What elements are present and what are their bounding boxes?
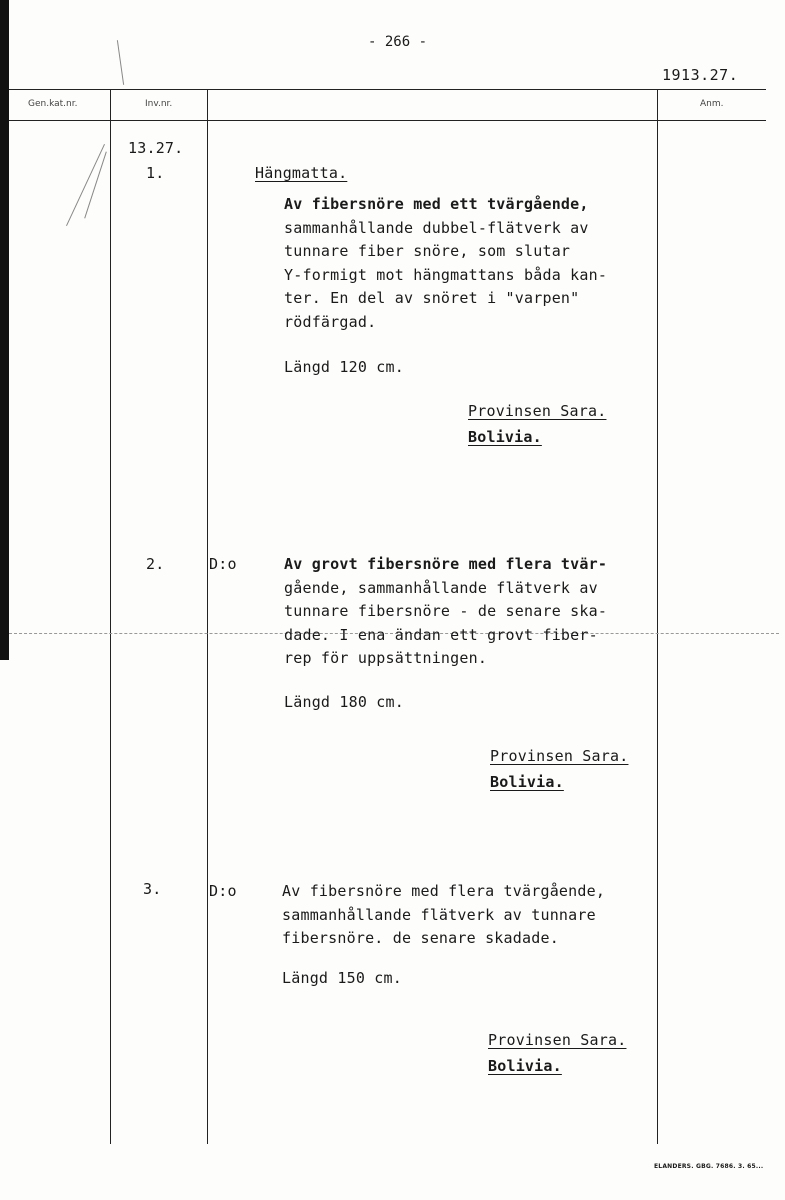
description-line: tunnare fiber snöre, som slutar bbox=[284, 242, 571, 260]
series-number: 13.27. bbox=[128, 139, 184, 157]
entry-ditto: D:o bbox=[209, 555, 237, 573]
entry-number: 2. bbox=[146, 555, 165, 573]
column-line-gen bbox=[110, 89, 111, 1144]
entry-province: Provinsen Sara. bbox=[488, 1031, 627, 1049]
header-gen-kat: Gen.kat.nr. bbox=[28, 99, 78, 109]
header-top-rule bbox=[9, 89, 766, 90]
description-line: tunnare fibersnöre - de senare ska- bbox=[284, 602, 608, 620]
entry-description bbox=[282, 880, 605, 951]
entry-number: 3. bbox=[143, 880, 162, 898]
description-line: gående, sammanhållande flätverk av bbox=[284, 578, 598, 597]
description-line: rep för uppsättningen. bbox=[284, 649, 488, 667]
entry-country: Bolivia. bbox=[488, 1057, 562, 1075]
entry-description bbox=[284, 553, 607, 671]
header-bottom-rule bbox=[9, 120, 766, 121]
description-line: fibersnöre. de senare skadade. bbox=[282, 929, 559, 947]
entry-country: Bolivia. bbox=[468, 428, 542, 446]
header-anm: Anm. bbox=[700, 99, 724, 109]
entry-province: Provinsen Sara. bbox=[468, 402, 607, 420]
description-line: Av fibersnöre med flera tvärgående, bbox=[282, 882, 606, 900]
entry-length: Längd 180 cm. bbox=[284, 693, 404, 711]
entry-length: Längd 120 cm. bbox=[284, 358, 404, 376]
entry-province: Provinsen Sara. bbox=[490, 747, 629, 765]
page-number: - 266 - bbox=[368, 34, 428, 50]
entry-country: Bolivia. bbox=[490, 773, 564, 791]
description-line: sammanhållande dubbel-flätverk av bbox=[284, 218, 589, 237]
entry-heading: Hängmatta. bbox=[255, 164, 348, 182]
year-code: 1913.27. bbox=[662, 66, 739, 84]
description-line: Av grovt fibersnöre med flera tvär- bbox=[284, 555, 608, 573]
entry-description bbox=[284, 193, 607, 334]
header-inv-nr: Inv.nr. bbox=[145, 99, 173, 109]
description-line: Y-formigt mot hängmattans båda kan- bbox=[284, 265, 608, 284]
column-line-inv bbox=[207, 89, 208, 1144]
entry-length: Längd 150 cm. bbox=[282, 969, 402, 987]
description-line: sammanhållande flätverk av tunnare bbox=[282, 905, 596, 924]
description-line: rödfärgad. bbox=[284, 312, 377, 331]
printer-mark: ELANDERS. GBG. 7686. 3. 65... bbox=[654, 1163, 764, 1170]
entry-ditto: D:o bbox=[209, 882, 237, 900]
scratch-mark bbox=[117, 40, 124, 85]
entry-number: 1. bbox=[146, 164, 165, 182]
description-line: dade. I ena ändan ett grovt fiber- bbox=[284, 625, 598, 644]
description-line: Av fibersnöre med ett tvärgående, bbox=[284, 195, 589, 213]
column-line-anm bbox=[657, 89, 658, 1144]
description-line: ter. En del av snöret i "varpen" bbox=[284, 289, 580, 307]
binding-edge bbox=[0, 0, 9, 660]
